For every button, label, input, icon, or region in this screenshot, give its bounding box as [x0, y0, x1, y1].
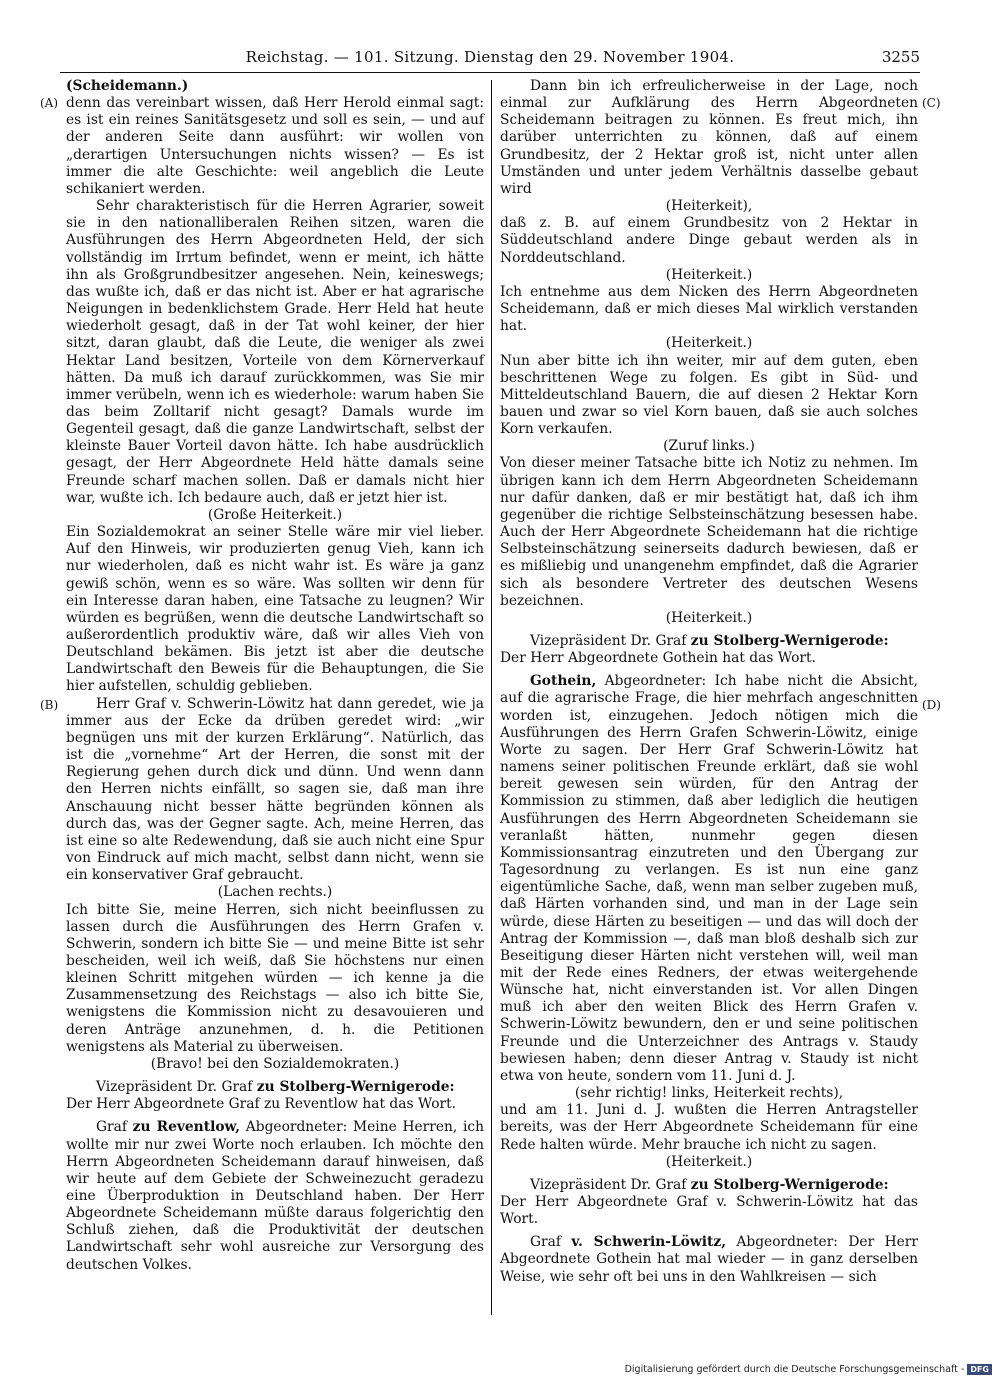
margin-mark-d: (D)	[922, 698, 941, 712]
footer-text: Digitalisierung gefördert durch die Deutsche Forschungsgemeinschaft -	[624, 1364, 965, 1375]
speech-paragraph	[500, 673, 918, 1085]
paragraph: Der Herr Abgeordnete Graf zu Reventlow hat das Wort.	[66, 1096, 457, 1113]
paragraph: Herr Graf v. Schwerin-Löwitz hat dann geredet, wie ja immer aus der Ecke da drüben geredet wird: „wir begnügen uns mit der kurzen Erklärung“. Natürlich, das ist die „vornehme“ Art der Herren, die sonst mit der Regierung gehen durch dick und dünn. Und wenn dann den Herren nichts einfällt, so sagen sie, daß man ihre Anschauung nicht besser hätte begründen können als durch das, was der Gegner sagte. Ach, meine Herren, das ist eine so alte Redewendung, daß sie auch nicht eine Spur von Eindruck auf mich macht, selbst dann nicht, wenn sie ein konservativer Graf gebraucht.	[66, 695, 484, 884]
reaction: (Große Heiterkeit.)	[207, 506, 343, 523]
reaction: (Heiterkeit.)	[665, 266, 753, 283]
paragraph: Ich bitte Sie, meine Herren, sich nicht beeinflussen zu lassen durch die Ausführungen des Herrn Grafen v. Schwerin, sondern ich bitte Sie — und meine Bitte ist sehr bescheiden, weil ich weiß, daß Sie höchstens nur einen kleinen Schritt mitgehen würden — ich kenne ja die Zusammensetzung des Reichstags — also ich bitte Sie, wenigstens die Kommission nicht zu desavouieren und deren Anträge anzunehmen, d. h. die Petitionen wenigstens als Material zu überweisen.	[66, 901, 484, 1055]
footer-credit	[625, 1364, 992, 1375]
reaction: (Bravo! bei den Sozialdemokraten.)	[150, 1055, 400, 1072]
margin-mark-a: (A)	[40, 96, 59, 110]
paragraph: denn das vereinbart wissen, daß Herr Herold einmal sagt: es ist ein reines Sanitätsgesetz und soll es sein, — und auf der anderen Seite dann ausführt: wir wollen von „derartigen Untersuchungen nichts wissen? — Es ist immer die alte Geschichte: weil angeblich die Leute schikaniert werden.	[66, 95, 484, 197]
reaction: (sehr richtig! links, Heiterkeit rechts),	[574, 1085, 844, 1102]
speaker-name: zu Stolberg-Wernigerode:	[690, 633, 889, 649]
reaction: (Zuruf links.)	[663, 438, 755, 455]
speaker-name: v. Schwerin-Löwitz,	[571, 1234, 726, 1251]
speaker-title: Vizepräsident Dr. Graf	[96, 1079, 253, 1096]
page-number: 3255	[881, 48, 920, 66]
paragraph: Der Herr Abgeordnete Graf v. Schwerin-Löwitz hat das Wort.	[500, 1194, 918, 1228]
speaker-tag: (Scheidemann.)	[66, 78, 189, 94]
paragraph: daß z. B. auf einem Grundbesitz von 2 Hektar in Süddeutschland andere Dinge gebaut werden als in Norddeutschland.	[500, 215, 918, 266]
speech-paragraph	[500, 1234, 918, 1285]
reaction: (Lachen rechts.)	[217, 884, 333, 901]
left-column	[66, 78, 484, 1274]
paragraph: Dann bin ich erfreulicherweise in der Lage, noch einmal zur Aufklärung des Herrn Abgeordneten Scheidemann beitragen zu können. Es freut mich, ihn darüber unterrichten zu können, daß auf einem Grundbesitz, der 2 Hektar groß ist, nicht unter allen Umständen und unter jedem Verhältnis dasselbe gebaut wird	[500, 78, 918, 197]
reaction: (Heiterkeit.)	[665, 1153, 753, 1170]
margin-mark-c: (C)	[922, 96, 941, 110]
page-header	[60, 46, 920, 73]
paragraph: Sehr charakteristisch für die Herren Agrarier, soweit sie in den nationalliberalen Reihen sitzen, waren die Ausführungen des Herrn Abgeordneten Held, der sich vollständig im Irrtum befindet, wenn er meint, ich hätte ihn als Großgrundbesitzer angesehen. Nein, keineswegs; das wußte ich, daß er das nicht ist. Aber er hat agrarische Neigungen in bedenklichstem Grade. Herr Held hat heute wiederholt gesagt, daß in der Tat wohl keiner, der hier sitzt, daran glaubt, daß die Leute, die weniger als zwei Hektar Land besitzen, Vorteile von dem Körnerverkauf hätten. Da muß ich darauf zurückkommen, was Sie mir immer verübeln, wenn ich es wiederhole: warum haben Sie das beim Zolltarif nicht gesagt? Damals wurde im Gegenteil gesagt, daß die ganze Landwirtschaft, selbst der kleinste Bauer Vorteil davon hätte. Ich habe ausdrücklich gesagt, der Herr Abgeordnete Held hätte damals seine Freunde scharf machen sollen. Daß er damals nicht hier war, wußte ich. Ich bedaure auch, daß er jetzt hier ist.	[66, 198, 484, 506]
speech-text: Abgeordneter: Ich habe nicht die Absicht, auf die agrarische Frage, die hier mehrfach angeschnitten worden ist, einzugehen. Jedoch nötigen mich die Ausführungen des Herrn Grafen Schwerin-Löwitz, einige Worte zu sagen. Der Herr Graf Schwerin-Löwitz hat namens seiner politischen Freunde erklärt, daß sie wohl bereit gewesen sein würden, für den Antrag der Kommission zu stimmen, daß aber lediglich die heutigen Ausführungen des Herrn Abgeordneten Scheidemann sie veranlaßt hätten, nunmehr gegen diesen Kommissionsantrag einzutreten und den Übergang zur Tagesordnung zu verlangen. Es ist nun eine ganz eigentümliche Sache, daß, wenn man selber zugeben muß, daß Härten vorhanden sind, und man in der Lage sein würde, diese Härten zu beseitigen — und das will doch der Antrag der Kommission —, daß man bloß deshalb sich zur Beseitigung dieser Härten nicht verstehen will, weil man mit der Rede eines Redners, der etwas weitergehende Wünsche hat, nicht einverstanden ist. Vor allen Dingen muß ich aber den weiten Blick des Herrn Grafen v. Schwerin-Löwitz bewundern, den er und seine politischen Freunde und die Unterzeichner des Antrags v. Staudy bewiesen haben; denn dieser Antrag v. Staudy ist nicht etwa von heute, sondern vom 11. Juni d. J.	[500, 673, 919, 1084]
speech-text: Abgeordneter: Meine Herren, ich wollte mir nur zwei Worte noch erlauben. Ich möchte den Herrn Abgeordneten Scheidemann darauf hinweisen, daß wir heute auf dem Gebiete der Schweinezucht geradezu eine Überproduktion in Deutschland haben. Der Herr Abgeordnete Scheidemann müßte daraus folgerichtig den Schluß ziehen, daß die Produktivität der deutschen Landwirtschaft sehr wohl ausreiche zur Versorgung des deutschen Volkes.	[66, 1119, 484, 1273]
vice-president-heading	[500, 1177, 918, 1194]
paragraph: Ein Sozialdemokrat an seiner Stelle wäre mir viel lieber. Auf den Hinweis, wir produzierten genug Vieh, kann ich nur wiederholen, daß es nicht wahr ist. Es wäre ja ganz gewiß schön, wenn es so wäre. Was sollten wir denn für ein Interesse daran haben, eine Tatsache zu leugnen? Wir würden es begrüßen, wenn die deutsche Landwirtschaft so außerordentlich produktiv wäre, daß wir alles Vieh von Deutschland bekämen. Bis jetzt ist aber die deutsche Landwirtschaft den Beweis für die Behauptungen, die Sie hier aufstellen, schuldig geblieben.	[66, 524, 484, 695]
margin-mark-b: (B)	[40, 698, 59, 712]
speech-text: Abgeordneter: Der Herr Abgeordnete Gothein hat mal wieder — in ganz derselben Weise, wie sehr oft bei uns in den Wahlkreisen — sich	[500, 1234, 918, 1285]
dfg-logo: DFG	[967, 1364, 992, 1375]
reaction: (Heiterkeit),	[665, 198, 753, 215]
vice-president-heading	[66, 1079, 484, 1096]
page-title: Reichstag. — 101. Sitzung. Dienstag den 29. November 1904.	[245, 48, 735, 66]
paragraph: Ich entnehme aus dem Nicken des Herrn Abgeordneten Scheidemann, daß er mich dieses Mal wirklich verstanden hat.	[500, 283, 918, 335]
paragraph: Von dieser meiner Tatsache bitte ich Notiz zu nehmen. Im übrigen kann ich dem Herrn Abgeordneten Scheidemann nur dafür danken, daß er mir bestätigt hat, daß ich ihm gegenüber die richtige Selbsteinschätzung besessen habe. Auch der Herr Abgeordnete Scheidemann hat die richtige Selbsteinschätzung seinerseits dadurch bewiesen, daß er es mißliebig und unangenehm empfindet, daß die Agrarier sich als besondere Vertreter des deutschen Wesens bezeichnen.	[500, 455, 918, 609]
speech-paragraph	[66, 1119, 484, 1273]
reaction: (Heiterkeit.)	[665, 335, 753, 352]
column-rule	[491, 80, 492, 1315]
speaker-name: zu Stolberg-Wernigerode:	[256, 1079, 455, 1096]
speaker-title: Graf	[530, 1234, 561, 1251]
speaker-title: Graf	[96, 1119, 127, 1136]
speaker-title: Vizepräsident Dr. Graf	[530, 633, 687, 649]
speaker-title: Vizepräsident Dr. Graf	[530, 1176, 687, 1193]
speaker-name: zu Reventlow,	[132, 1119, 241, 1136]
speaker-name: Gothein,	[530, 673, 597, 690]
paragraph: und am 11. Juni d. J. wußten die Herren Antragsteller bereits, was der Herr Abgeordnete Scheidemann für eine Rede halten würde. Mehr brauche ich nicht zu sagen.	[500, 1102, 918, 1153]
paragraph: Nun aber bitte ich ihn weiter, mir auf dem guten, eben beschrittenen Wege zu folgen. Es gibt in Süd- und Mitteldeutschland Bauern, die auf diesen 2 Hektar Korn bauen und zwar so viel Korn bauen, daß sie auch solches Korn verkaufen.	[500, 352, 918, 438]
right-column	[500, 78, 918, 1286]
speaker-name: zu Stolberg-Wernigerode:	[690, 1176, 889, 1193]
vice-president-heading	[500, 633, 918, 650]
paragraph: Der Herr Abgeordnete Gothein hat das Wort.	[500, 650, 816, 667]
reaction: (Heiterkeit.)	[665, 609, 753, 626]
